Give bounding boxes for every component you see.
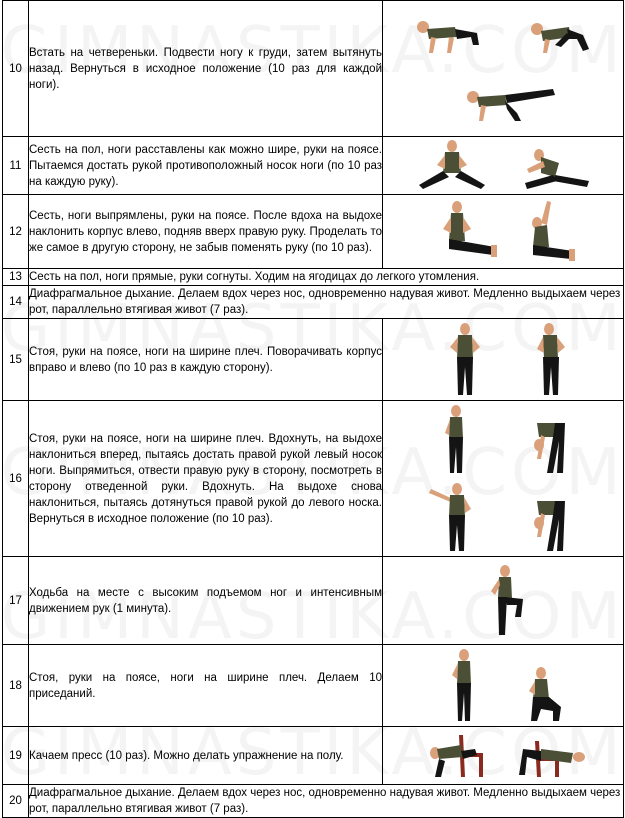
exercise-number: 14 [3,286,29,319]
exercise-number: 12 [3,195,29,269]
exercise-illustration [383,195,624,269]
exercise-description: Стоя, руки на поясе, ноги на ширине плеч. Делаем 10 приседаний. [29,645,383,727]
exercise-number: 19 [3,727,29,785]
arm-to-side-look-figure [427,481,477,553]
exercise-number: 20 [3,785,29,818]
exercise-row [3,286,624,319]
wide-straddle-sit-figure [417,139,487,191]
seated-hands-on-hips-figure [439,199,499,265]
exercise-description: Качаем пресс (10 раз). Можно делать упражнение на полу. [29,727,383,785]
toe-reach-twist-figure [519,145,591,191]
exercise-description: Диафрагмальное дыхание. Делаем вдох через нос, одновременно надувая живот. Медленно выдыхаем через рот, параллельно втягивая живот (7 раз). [29,785,624,818]
exercise-description: Стоя, руки на поясе, ноги на ширине плеч. Поворачивать корпус вправо и влево (по 10 раз в каждую сторону). [29,319,383,401]
knee-to-chest-pose-figure [527,15,599,57]
exercise-row [3,401,624,557]
exercise-illustration [383,645,624,727]
standing-start-figure [449,649,479,723]
high-knee-march-figure [487,565,527,637]
exercise-illustration [383,1,624,137]
exercise-description: Ходьба на месте с высоким подъемом ног и интенсивным движением рук (1 минута). [29,557,383,645]
side-bend-arm-up-figure [525,199,577,265]
exercise-row [3,727,624,785]
forward-bend-toe-touch-figure [529,419,569,475]
exercise-row [3,785,624,818]
exercise-description: Стоя, руки на поясе, ноги на ширине плеч. Вдохнуть, на выдохе наклониться вперед, пытаясь достать правой рукой левый носок ноги. Выпрямиться, отвести правую руку в сторону, посмотреть в сторону отведенной руки. Вдохнуть. На выдохе снова наклониться, пытаясь дотянуться правой рукой до левого носка. Вернуться в исходное положение (по 10 раз). [29,401,383,557]
exercise-table [2,0,624,818]
exercise-description: Диафрагмальное дыхание. Делаем вдох через нос, одновременно надувая живот. Медленно выдыхаем через рот, параллельно втягивая живот (7 раз). [29,286,624,319]
leg-extension-pose-figure [463,83,559,125]
exercise-number: 15 [3,319,29,401]
chair-crunch-up-figure [425,733,487,779]
exercise-row [3,319,624,401]
forward-bend-repeat-figure [529,497,569,553]
exercise-illustration [383,401,624,557]
exercise-illustration [383,557,624,645]
exercise-row [3,137,624,195]
exercise-number: 13 [3,269,29,286]
standing-side-view-figure [441,405,471,475]
exercise-number: 17 [3,557,29,645]
exercise-number: 16 [3,401,29,557]
exercise-row [3,269,624,286]
exercise-row [3,645,624,727]
chair-crunch-down-figure [515,735,595,779]
torso-turn-figure [533,323,569,397]
exercise-description: Сесть на пол, ноги прямые, руки согнуты. Ходим на ягодицах до легкого утомления. [29,269,624,286]
exercise-row [3,1,624,137]
squat-down-figure [525,667,565,723]
exercise-description: Сесть, ноги выпрямлены, руки на поясе. После вдоха на выдохе наклонить корпус влево, подняв вверх правую руку. Проделать то же самое в другую сторону, не забыв поменять руку (по 10 раз). [29,195,383,269]
exercise-illustration [383,137,624,195]
standing-hands-on-hips-figure [447,323,483,397]
exercise-illustration [383,319,624,401]
exercise-number: 10 [3,1,29,137]
crawl-pose-figure [411,15,483,57]
exercise-description: Встать на четвереньки. Подвести ногу к груди, затем вытянуть назад. Вернуться в исходное положение (10 раз для каждой ноги). [29,1,383,137]
exercise-row [3,557,624,645]
exercise-row [3,195,624,269]
exercise-description: Сесть на пол, ноги расставлены как можно шире, руки на поясе. Пытаемся достать рукой противоположный носок ноги (по 10 раз на каждую руку). [29,137,383,195]
exercise-number: 11 [3,137,29,195]
exercise-illustration [383,727,624,785]
exercise-number: 18 [3,645,29,727]
